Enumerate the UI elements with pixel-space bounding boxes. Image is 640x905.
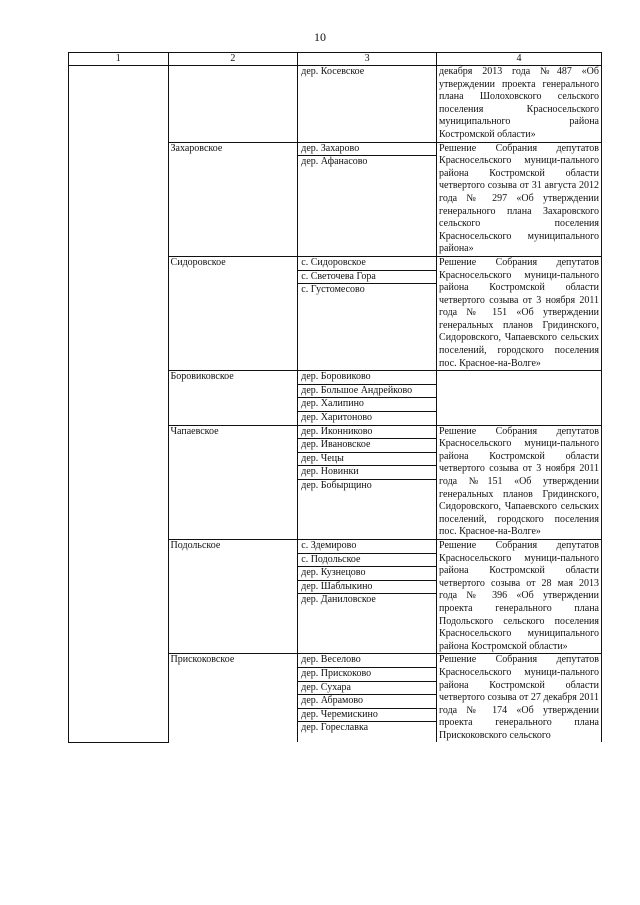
settlement-name: дер. Новинки	[298, 466, 436, 480]
approval-document: Решение Собрания депутатов Красносельского муници-пального района Костромской области четвертого созыва от 27 декабря 2011 года № 174 «Об утверждении проекта генерального плана Прискоковского сельского	[437, 654, 602, 743]
settlement-name: дер. Прискоково	[298, 668, 436, 682]
settlement-name: дер. Гореславка	[301, 722, 369, 734]
municipality-name: Чапаевское	[168, 425, 298, 539]
settlement-name: с. Подольское	[298, 554, 436, 568]
settlement-name: дер. Харитоново	[301, 412, 373, 424]
column-header-4: 4	[437, 53, 602, 66]
settlements-cell	[298, 142, 437, 256]
approval-document: декабря 2013 года №487 «Об утверждении проекта генерального плана Шолоховского сельского поселения Красносельского муниципального района Костромской области»	[437, 66, 602, 143]
settlements-cell	[298, 654, 437, 743]
municipality-name: Сидоровское	[168, 256, 298, 370]
settlement-name: дер. Абрамово	[298, 695, 436, 709]
settlement-name: дер. Сухара	[298, 682, 436, 696]
settlement-name: дер. Веселово	[298, 654, 436, 668]
column-header-3: 3	[298, 53, 437, 66]
settlement-name: с. Здемирово	[298, 540, 436, 554]
approval-document	[437, 371, 602, 425]
settlement-name: дер. Чецы	[298, 453, 436, 467]
municipality-name: Прискоковское	[168, 654, 298, 743]
settlements-table	[68, 52, 602, 743]
settlements-cell	[298, 539, 437, 653]
approval-document: Решение Собрания депутатов Красносельского муници-пального района Костромской области четвертого созыва от 31 августа 2012 года № 297 «Об утверждении генерального плана Захаровского сельского поселения Красносельского муниципального района»	[437, 142, 602, 256]
municipality-name: Захаровское	[168, 142, 298, 256]
settlement-name: дер. Афанасово	[301, 156, 368, 168]
page-number: 10	[314, 30, 326, 44]
municipality-name	[168, 66, 298, 143]
settlement-name: дер. Даниловское	[301, 594, 376, 606]
settlements-cell	[298, 425, 437, 539]
column-header-2: 2	[168, 53, 298, 66]
settlement-name: с. Сидоровское	[298, 257, 436, 271]
settlement-name: дер. Ивановское	[298, 439, 436, 453]
settlement-name: с. Светочева Гора	[298, 271, 436, 285]
municipality-name: Подольское	[168, 539, 298, 653]
approval-document: Решение Собрания депутатов Красносельского муници-пального района Костромской области четвертого созыва от 28 мая 2013 года № 396 «Об утверждении проекта генерального плана Подольского сельского поселения Красносельского муниципального района Костромской области»	[437, 539, 602, 653]
settlement-name: дер. Большое Андрейково	[298, 385, 436, 399]
column-header-1: 1	[69, 53, 169, 66]
settlements-cell	[298, 256, 437, 370]
settlement-name: дер. Черемискино	[298, 709, 436, 723]
settlements-cell	[298, 66, 437, 143]
settlement-name: дер. Халипино	[298, 398, 436, 412]
settlement-name: дер. Кузнецово	[298, 567, 436, 581]
settlement-name: дер. Косевское	[301, 66, 365, 77]
district-cell	[69, 66, 169, 743]
column-header-row	[69, 53, 602, 66]
approval-document: Решение Собрания депутатов Красносельского муници-пального района Костромской области четвертого созыва от 3 ноября 2011 года №151 «Об утверждении генеральных планов Гридинского, Сидоровского, Чапаевского сельских поселений, городского поселения пос. Красное-на-Волге»	[437, 425, 602, 539]
settlement-name: с. Густомесово	[301, 284, 365, 296]
settlement-name: дер. Иконниково	[298, 426, 436, 440]
table-row	[69, 66, 602, 143]
settlements-cell	[298, 371, 437, 425]
approval-document: Решение Собрания депутатов Красносельского муници-пального района Костромской области четвертого созыва от 3 ноября 2011 года № 151 «Об утверждении генеральных планов Гридинского, Сидоровского, Чапаевского сельских поселений, городского поселения пос. Красное-на-Волге»	[437, 256, 602, 370]
settlement-name: дер. Захарово	[298, 143, 436, 157]
table-body	[69, 53, 602, 743]
settlement-name: дер. Боровиково	[298, 371, 436, 385]
settlement-name: дер. Шаблыкино	[298, 581, 436, 595]
settlement-name: дер. Бобырщино	[301, 480, 372, 491]
municipality-name: Боровиковское	[168, 371, 298, 425]
